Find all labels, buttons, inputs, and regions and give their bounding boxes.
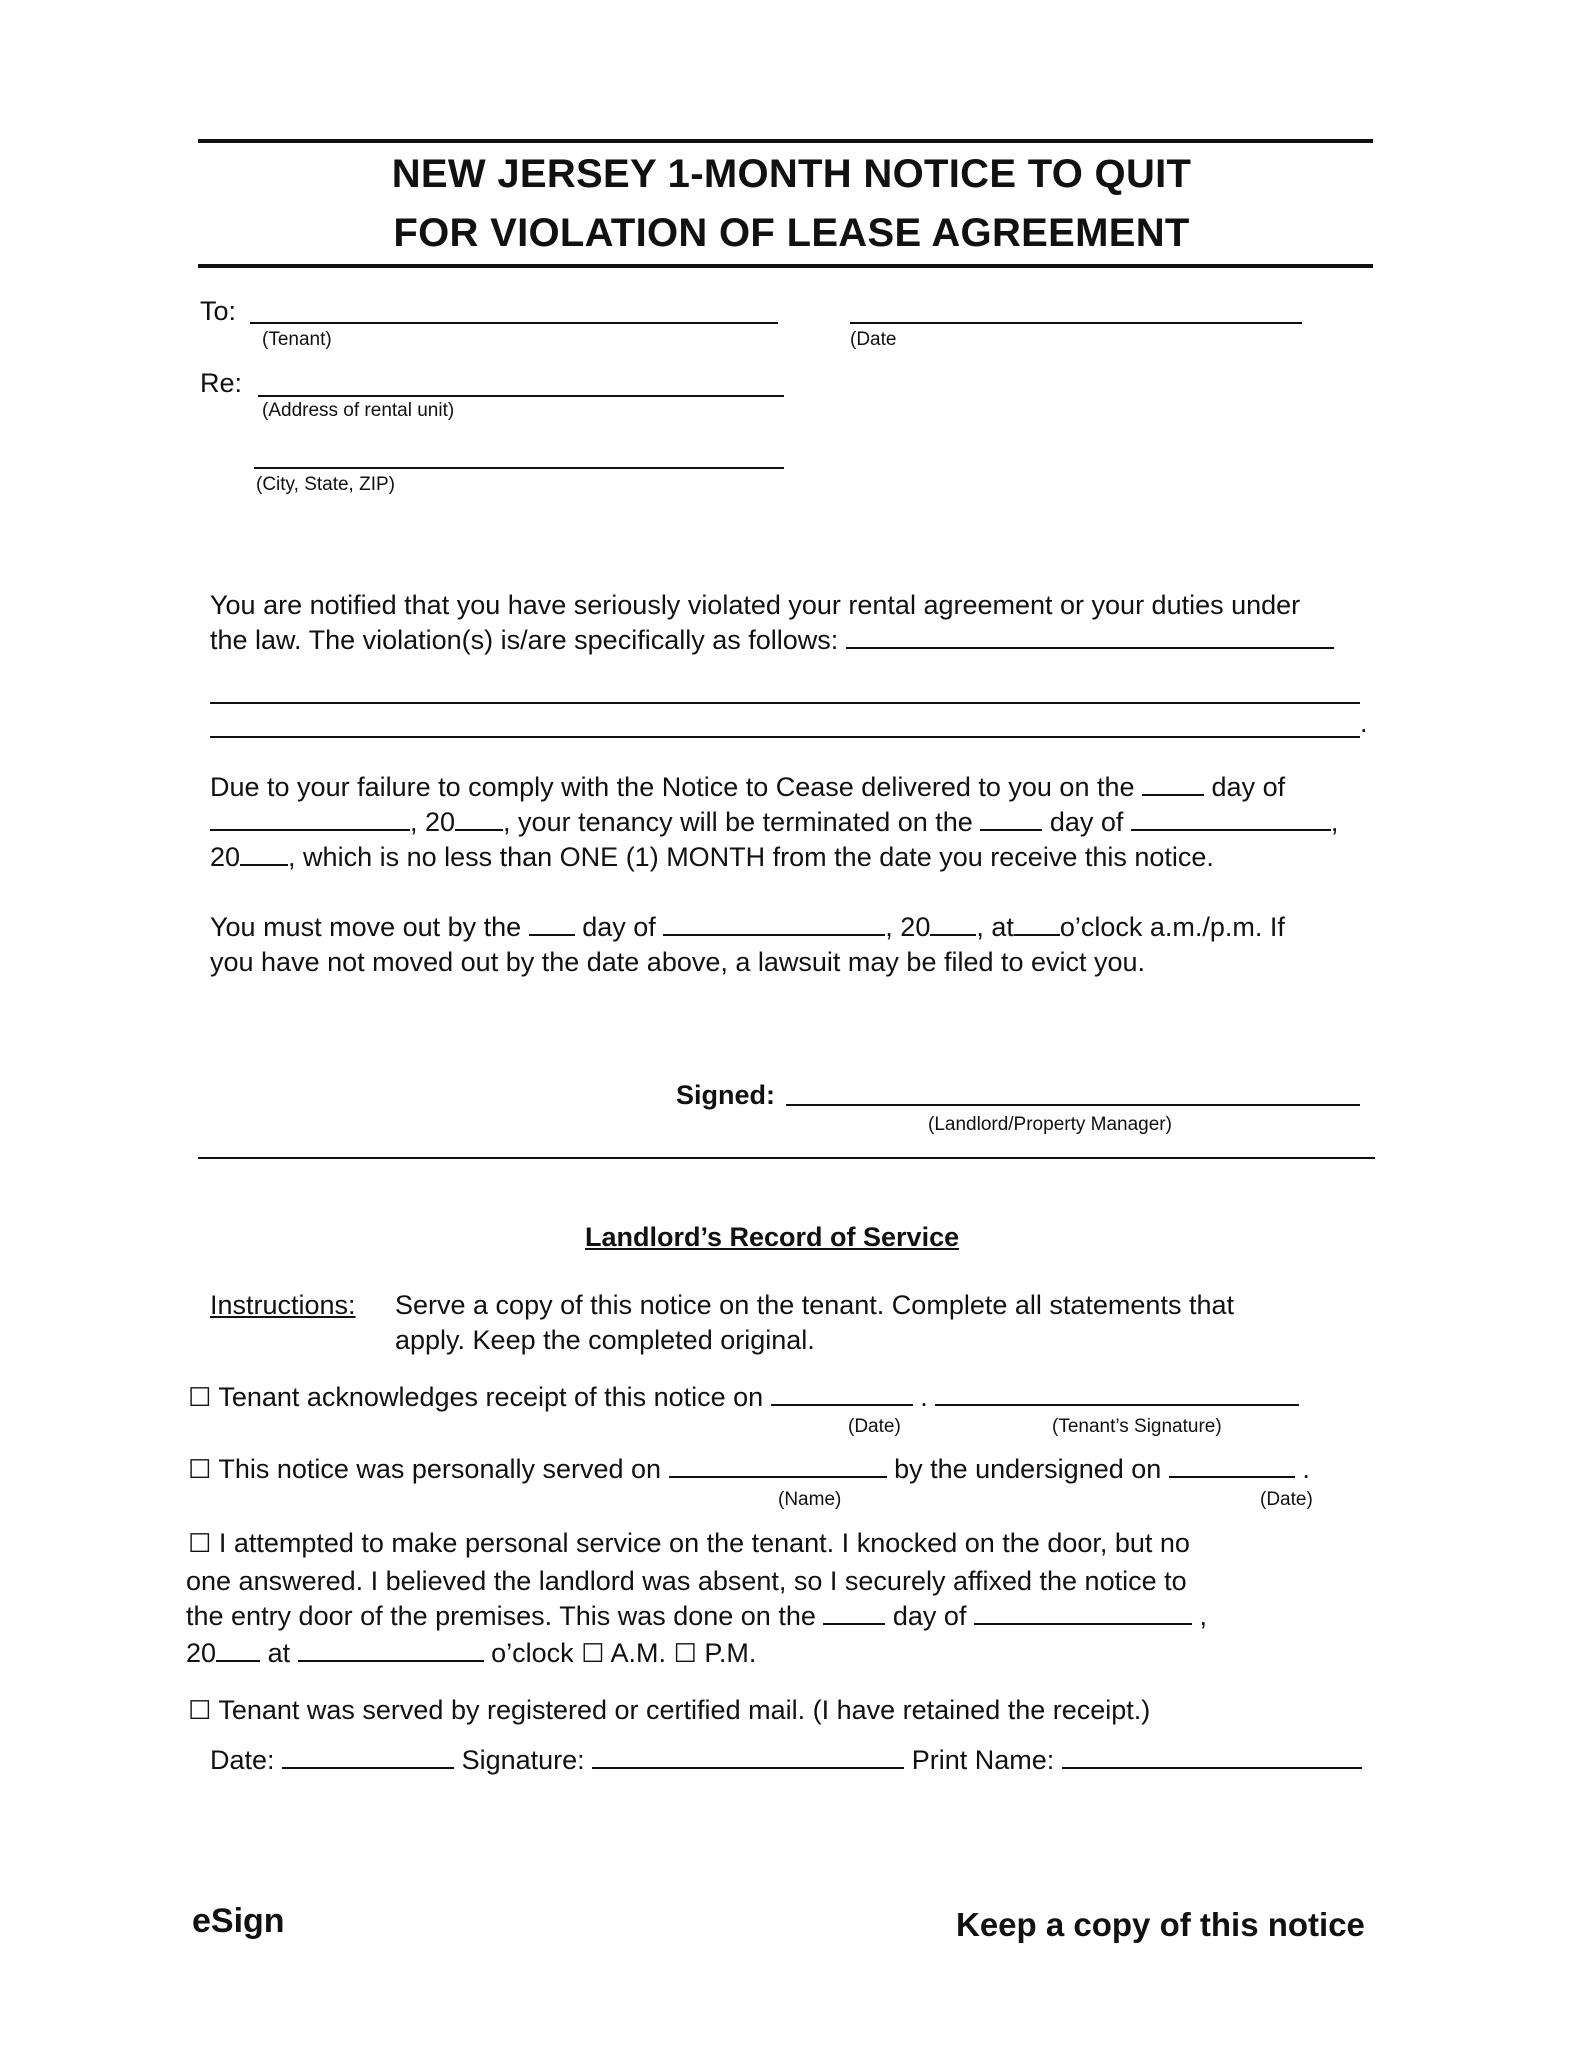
cease-text-d: , your tenancy will be terminated on the [503,807,973,837]
cease-text-e: day of [1049,807,1124,837]
instructions-line1: Serve a copy of this notice on the tenant. Complete all statements that [395,1290,1234,1320]
tenant-caption: (Tenant) [262,329,332,350]
landlord-caption: (Landlord/Property Manager) [928,1114,1172,1135]
section-divider [198,1157,1375,1159]
record-signature-row [210,1745,1362,1776]
violation-field-3[interactable] [210,714,1360,738]
move-day-field[interactable] [529,912,575,936]
document-title-line2: FOR VIOLATION OF LEASE AGREEMENT [393,211,1190,255]
served-date-caption: (Date) [1260,1489,1313,1510]
service-option-acknowledged [188,1382,1299,1413]
affixed-day-field[interactable] [823,1601,885,1625]
move-hour-field[interactable] [1014,912,1060,936]
tenant-signature-caption: (Tenant’s Signature) [1052,1416,1222,1437]
cease-paragraph-line3 [210,842,1214,873]
signed-label: Signed: [676,1080,775,1110]
affixed-checkbox[interactable]: ☐ [188,1529,212,1559]
tenant-signature-field[interactable] [935,1382,1299,1406]
personal-text-end: . [1302,1454,1310,1484]
city-state-zip-field[interactable] [254,445,784,469]
service-option-personal [188,1454,1310,1485]
acknowledged-separator: . [920,1382,928,1412]
move-out-line1 [210,912,1285,943]
affixed-line3 [186,1601,1207,1632]
cease-text-f: , [1330,807,1339,837]
personal-text-a: This notice was personally served on [218,1454,662,1484]
affixed-text-3a: the entry door of the premises. This was done on the [186,1601,816,1631]
cease-text-b: day of [1211,772,1286,802]
instructions-line2: apply. Keep the completed original. [395,1325,815,1355]
affixed-month-field[interactable] [974,1601,1192,1625]
violation-field-2[interactable] [210,680,1360,704]
print-name-label: Print Name: [911,1745,1055,1775]
acknowledged-date-caption: (Date) [848,1416,901,1437]
tenant-name-field[interactable] [250,300,778,324]
affixed-text-1: I attempted to make personal service on the tenant. I knocked on the door, but no [218,1528,1190,1558]
mail-checkbox[interactable]: ☐ [188,1696,212,1726]
termination-day-field[interactable] [980,807,1042,831]
mail-text: Tenant was served by registered or certified mail. (I have retained the receipt.) [218,1695,1151,1725]
affixed-line4 [186,1638,756,1669]
affixed-time-field[interactable] [298,1638,484,1662]
affixed-text-4a: 20 [186,1638,217,1668]
move-text-d: , at [976,912,1014,942]
move-year-field[interactable] [930,912,976,936]
am-checkbox[interactable]: ☐ [581,1639,605,1669]
address-field[interactable] [258,373,784,397]
cease-text-c: , 20 [410,807,456,837]
violation-period: . [1360,708,1368,738]
service-option-affixed-line1 [188,1528,1190,1559]
move-text-b: day of [582,912,656,942]
print-name-field[interactable] [1062,1745,1362,1769]
cease-year-field[interactable] [455,807,503,831]
cease-text-a: Due to your failure to comply with the Notice to Cease delivered to you on the [210,772,1135,802]
violation-field-1[interactable] [846,625,1334,649]
move-text-a: You must move out by the [210,912,522,942]
cease-paragraph-line1 [210,772,1285,803]
move-text-c: , 20 [885,912,931,942]
acknowledged-text: Tenant acknowledges receipt of this notice on [218,1382,764,1412]
affixed-year-field[interactable] [216,1638,260,1662]
affixed-text-3c: , [1199,1601,1207,1631]
date-caption: (Date [850,329,897,350]
termination-month-field[interactable] [1131,807,1331,831]
esign-logo: eSign [192,1902,285,1940]
service-option-mail [188,1695,1150,1726]
city-caption: (City, State, ZIP) [256,474,396,495]
am-label: A.M. [610,1638,667,1668]
move-out-line2: you have not moved out by the date above, a lawsuit may be filed to evict you. [210,947,1146,977]
personal-service-checkbox[interactable]: ☐ [188,1455,212,1485]
move-text-e: o’clock a.m./p.m. If [1059,912,1285,942]
landlord-signature-field[interactable] [786,1082,1360,1106]
cease-paragraph-line2 [210,807,1338,838]
acknowledged-checkbox[interactable]: ☐ [188,1383,212,1413]
top-rule [198,139,1373,143]
violation-paragraph-line1: You are notified that you have seriously violated your rental agreement or your duties under [210,590,1301,620]
termination-year-field[interactable] [240,842,288,866]
to-label: To: [200,296,237,326]
instructions-label: Instructions: [210,1290,356,1320]
re-label: Re: [200,368,243,398]
affixed-text-4c: o’clock [491,1638,574,1668]
record-date-field[interactable] [282,1745,454,1769]
cease-month-field[interactable] [210,807,410,831]
title-bottom-rule [198,264,1373,268]
pm-checkbox[interactable]: ☐ [673,1639,697,1669]
violation-paragraph-line2 [210,625,1334,656]
served-date-field[interactable] [1169,1454,1295,1478]
document-title-line1: NEW JERSEY 1-MONTH NOTICE TO QUIT [391,152,1192,196]
move-month-field[interactable] [663,912,885,936]
pm-label: P.M. [704,1638,757,1668]
served-name-field[interactable] [669,1454,887,1478]
violation-paragraph-text: the law. The violation(s) is/are specifically as follows: [210,625,839,655]
address-caption: (Address of rental unit) [262,400,455,421]
keep-copy-note: Keep a copy of this notice [956,1906,1365,1943]
notice-date-field[interactable] [850,300,1302,324]
affixed-line2: one answered. I believed the landlord was absent, so I securely affixed the notice to [186,1566,1187,1596]
affixed-text-3b: day of [892,1601,967,1631]
personal-text-b: by the undersigned on [894,1454,1162,1484]
record-signature-label: Signature: [461,1745,585,1775]
cease-text-h: , which is no less than ONE (1) MONTH from the date you receive this notice. [288,842,1214,872]
served-name-caption: (Name) [778,1489,842,1510]
cease-text-g: 20 [210,842,241,872]
record-signature-field[interactable] [592,1745,904,1769]
affixed-text-4b: at [267,1638,291,1668]
cease-day-field[interactable] [1142,772,1204,796]
record-date-label: Date: [210,1745,275,1775]
record-of-service-heading: Landlord’s Record of Service [585,1222,960,1252]
acknowledged-date-field[interactable] [771,1382,913,1406]
